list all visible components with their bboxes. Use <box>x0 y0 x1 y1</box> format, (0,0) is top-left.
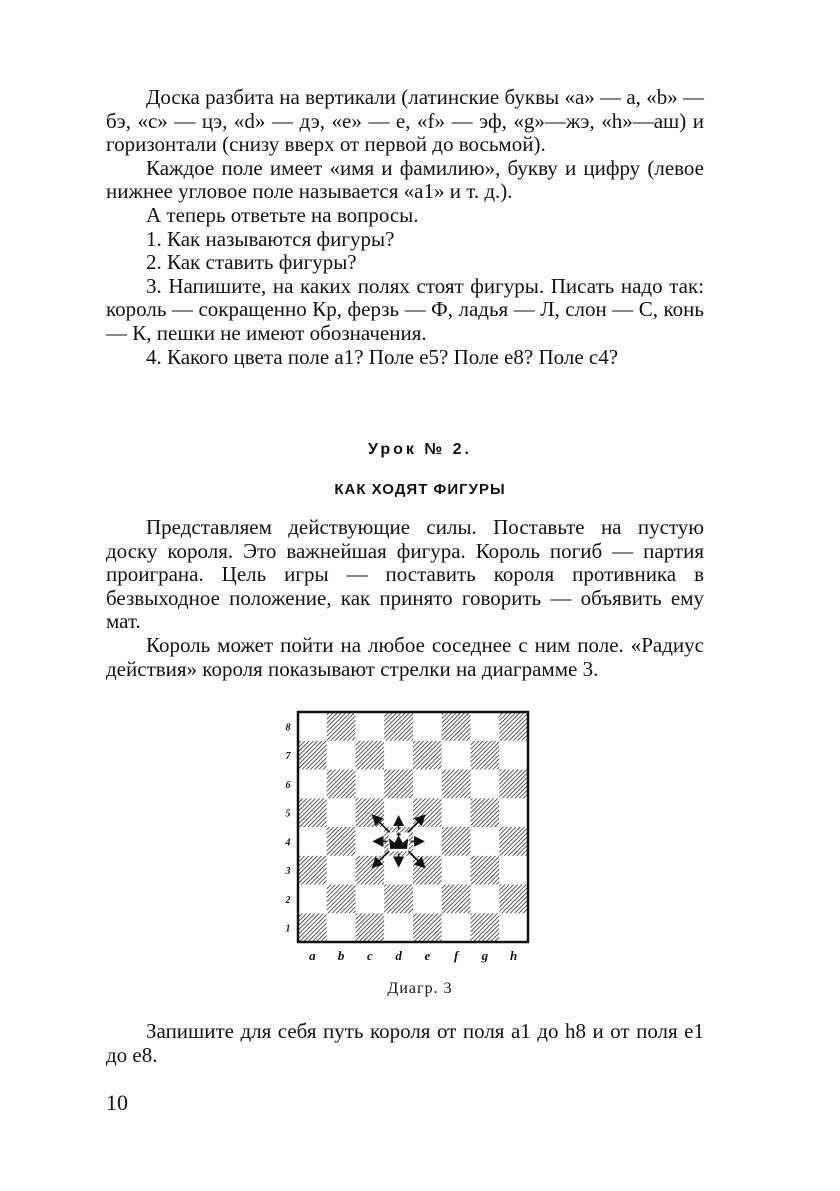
square-d7 <box>384 741 413 770</box>
square-b6 <box>327 770 356 799</box>
square-b8 <box>327 712 356 741</box>
file-label: a <box>309 948 316 963</box>
rank-label: 8 <box>285 722 291 734</box>
square-f3 <box>442 856 471 885</box>
file-labels <box>309 948 517 963</box>
square-g6 <box>471 770 500 799</box>
square-f8 <box>442 712 471 741</box>
rank-label: 3 <box>285 866 291 878</box>
square-h2 <box>499 885 528 914</box>
square-a6 <box>298 770 327 799</box>
question-3: 3. Напишите, на каких полях стоят фигуры. Писать надо так: король — сокращенно Кр, ферзь — Ф, ладья — Л, слон — С, конь — К, пешки не имеют обозначения. <box>106 273 704 345</box>
rank-label: 2 <box>285 894 291 906</box>
square-c6 <box>356 770 385 799</box>
square-c7 <box>356 741 385 770</box>
question-4: 4. Какого цвета поле а1? Поле е5? Поле е8? Поле с4? <box>146 344 619 369</box>
square-b4 <box>327 827 356 856</box>
square-h7 <box>499 741 528 770</box>
square-g1 <box>471 913 500 942</box>
square-a1 <box>298 913 327 942</box>
square-h6 <box>499 770 528 799</box>
rank-labels <box>285 722 292 934</box>
file-label: b <box>337 948 345 963</box>
square-g3 <box>471 856 500 885</box>
intro-paragraph-questions: А теперь ответьте на вопросы. <box>146 202 419 227</box>
body-paragraph-king: Представляем действующие силы. Поставьте на пустую доску короля. Это важнейшая фигура. Король погиб — партия проиграна. Цель игры — поставить короля противника в безвыходное положение, как принято говорить — объявить ему мат. <box>106 515 704 634</box>
square-a3 <box>298 856 327 885</box>
file-label: c <box>366 948 373 963</box>
closing-section <box>106 1020 704 1067</box>
square-f1 <box>442 913 471 942</box>
square-a5 <box>298 798 327 827</box>
rank-label: 4 <box>285 837 291 849</box>
square-d1 <box>384 913 413 942</box>
square-e8 <box>413 712 442 741</box>
square-h5 <box>499 798 528 827</box>
rank-label: 7 <box>285 751 291 763</box>
file-label: h <box>510 948 518 963</box>
square-e6 <box>413 770 442 799</box>
page-number: 10 <box>106 1090 128 1115</box>
question-2: 2. Как ставить фигуры? <box>146 250 357 275</box>
question-1: 1. Как называются фигуры? <box>146 226 395 251</box>
lesson-title: КАК ХОДЯТ ФИГУРЫ <box>334 481 506 498</box>
intro-paragraph-square-names: Каждое поле имеет «имя и фамилию», букву и цифру (левое нижнее угловое поле называется «а1» и т. д.). <box>106 155 704 204</box>
square-d2 <box>384 885 413 914</box>
square-f2 <box>442 885 471 914</box>
square-a8 <box>298 712 327 741</box>
diagram-caption: Диагр. 3 <box>387 980 453 997</box>
square-e7 <box>413 741 442 770</box>
square-a7 <box>298 741 327 770</box>
square-b3 <box>327 856 356 885</box>
square-d8 <box>384 712 413 741</box>
file-label: e <box>424 948 431 963</box>
square-b7 <box>327 741 356 770</box>
square-b2 <box>327 885 356 914</box>
intro-paragraph-board: Доска разбита на вертикали (латинские буквы «а» — а, «b» — бэ, «с» — цэ, «d» — дэ, «е» — е, «f» — эф, «g»—жэ, «h»—аш) и горизонтали (снизу вверх от первой до восьмой). <box>106 85 704 157</box>
square-g5 <box>471 798 500 827</box>
square-f7 <box>442 741 471 770</box>
file-label: d <box>395 948 402 963</box>
closing-paragraph: Запишите для себя путь короля от поля а1 до h8 и от поля е1 до е8. <box>106 1019 704 1067</box>
square-f5 <box>442 798 471 827</box>
square-g8 <box>471 712 500 741</box>
square-c1 <box>356 913 385 942</box>
square-c8 <box>356 712 385 741</box>
king-icon <box>389 832 409 851</box>
intro-section <box>106 86 704 369</box>
square-b5 <box>327 798 356 827</box>
square-h8 <box>499 712 528 741</box>
square-g4 <box>471 827 500 856</box>
square-f6 <box>442 770 471 799</box>
chess-diagram <box>276 710 536 966</box>
square-e2 <box>413 885 442 914</box>
lesson-body <box>106 516 704 681</box>
square-e1 <box>413 913 442 942</box>
rank-label: 5 <box>285 808 291 820</box>
square-a4 <box>298 827 327 856</box>
square-f4 <box>442 827 471 856</box>
file-label: f <box>453 948 459 963</box>
square-h1 <box>499 913 528 942</box>
square-d6 <box>384 770 413 799</box>
square-g2 <box>471 885 500 914</box>
lesson-number: Урок № 2. <box>368 441 472 458</box>
square-c2 <box>356 885 385 914</box>
square-h3 <box>499 856 528 885</box>
square-g7 <box>471 741 500 770</box>
rank-label: 6 <box>285 779 291 791</box>
rank-label: 1 <box>285 923 291 935</box>
body-paragraph-radius: Король может пойти на любое соседнее с ним поле. «Радиус действия» короля показывают стрелки на диаграмме 3. <box>106 632 704 681</box>
square-a2 <box>298 885 327 914</box>
square-b1 <box>327 913 356 942</box>
file-label: g <box>481 948 489 963</box>
square-h4 <box>499 827 528 856</box>
